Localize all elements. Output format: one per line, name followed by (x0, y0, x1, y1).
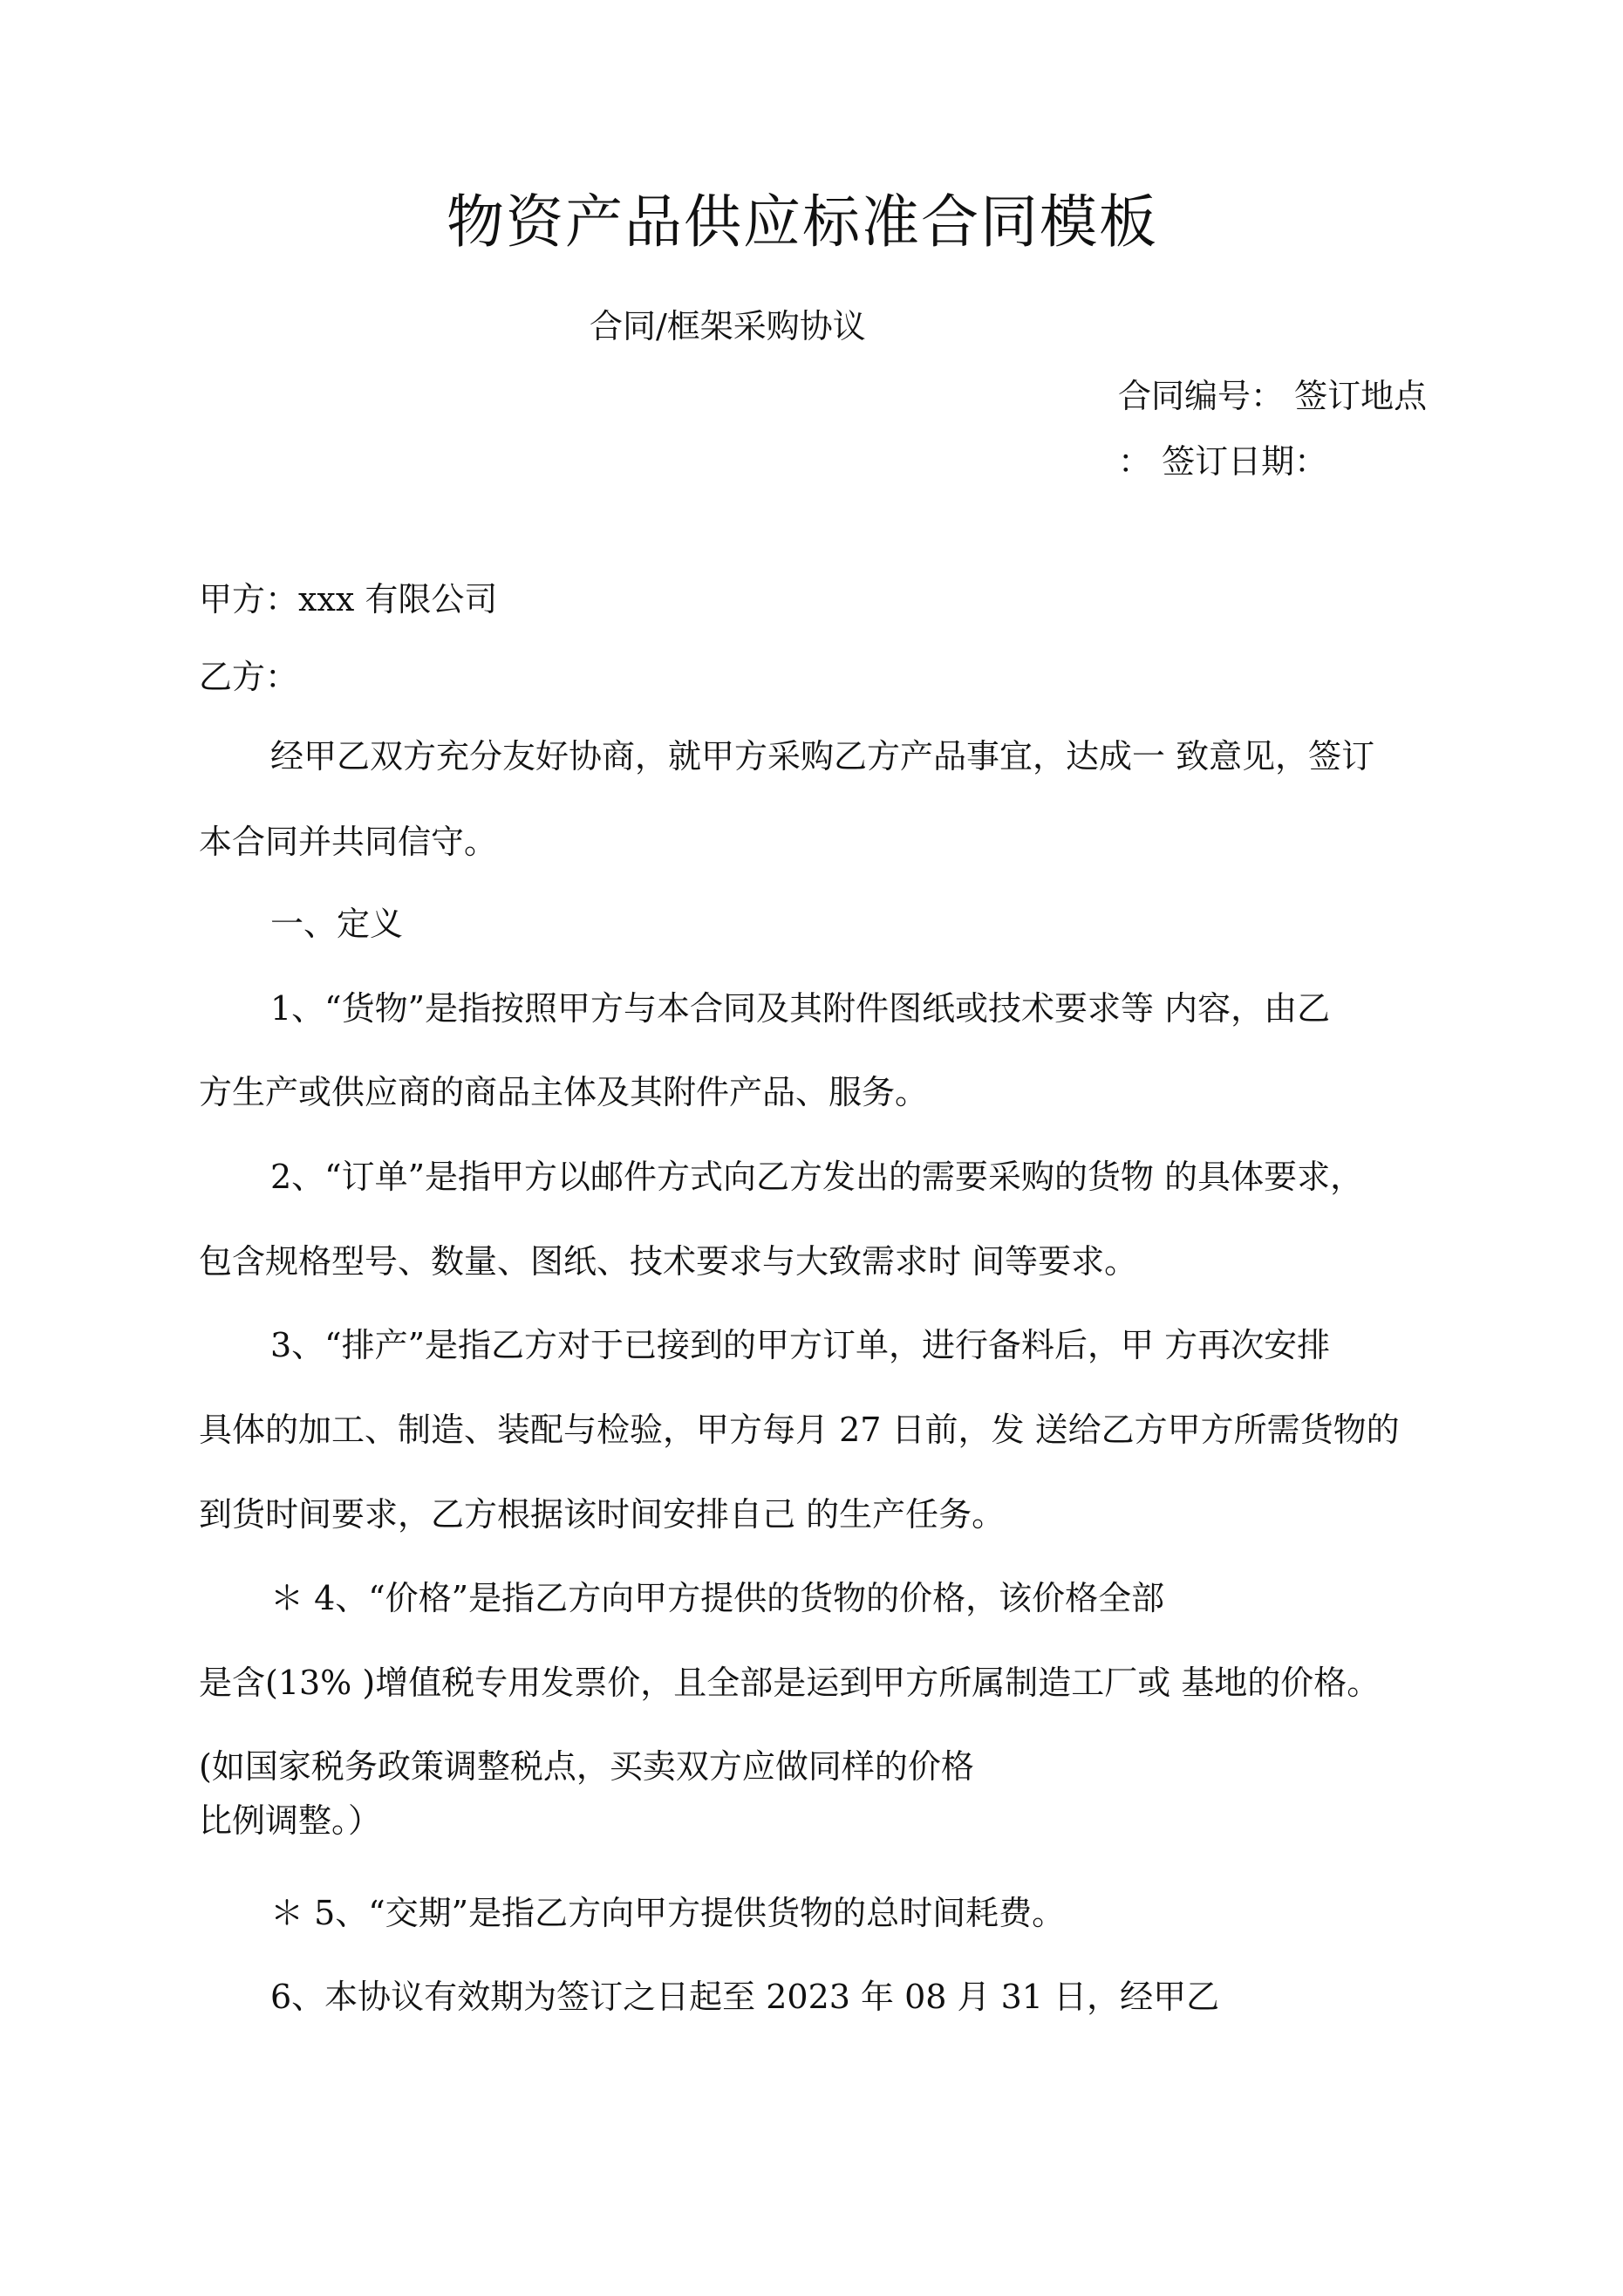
item3-line-2: 具体的加工、制造、装配与检验，甲方每月 27 日前，发 送给乙方甲方所需货物的 (199, 1411, 1400, 1449)
sign-date-label: ： 签订日期： (1118, 442, 1328, 481)
section-heading-definitions: 一、定义 (270, 905, 404, 943)
party-a: 甲方：xxx 有限公司 (199, 580, 498, 618)
item1-line-1: 1、“货物”是指按照甲方与本合同及其附件图纸或技术要求等 内容，由乙 (270, 989, 1331, 1028)
document-subtitle: 合同/框架采购协议 (590, 307, 866, 345)
item5-line: ＊ 5、“交期”是指乙方向甲方提供货物的总时间耗费。 (270, 1894, 1066, 1932)
party-b: 乙方： (199, 658, 299, 696)
intro-line-2: 本合同并共同信守。 (199, 823, 498, 861)
item4-line-3: (如国家税务政策调整税点，买卖双方应做同样的价格 (199, 1747, 974, 1786)
contract-number-and-place-label: 合同编号： 签订地点 (1118, 377, 1428, 415)
item1-line-2: 方生产或供应商的商品主体及其附件产品、服务。 (199, 1073, 929, 1111)
item3-line-3: 到货时间要求，乙方根据该时间安排自己 的生产任务。 (199, 1495, 1006, 1534)
item4-line-2: 是含(13% )增值税专用发票价，且全部是运到甲方所属制造工厂或 基地的价格。 (199, 1664, 1381, 1702)
item6-line: 6、本协议有效期为签订之日起至 2023 年 08 月 31 日，经甲乙 (270, 1978, 1220, 2016)
item2-line-1: 2、“订单”是指甲方以邮件方式向乙方发出的需要采购的货物 的具体要求， (270, 1158, 1364, 1196)
item4-line-4: 比例调整。） (199, 1801, 382, 1840)
intro-line-1: 经甲乙双方充分友好协商，就甲方采购乙方产品事宜，达成一 致意见，签订 (270, 737, 1375, 776)
document-title: 物资产品供应标准合同模板 (447, 188, 1158, 256)
item3-line-1: 3、“排产”是指乙方对于已接到的甲方订单，进行备料后，甲 方再次安排 (270, 1326, 1331, 1364)
item4-line-1: ＊ 4、“价格”是指乙方向甲方提供的货物的价格，该价格全部 (270, 1579, 1165, 1617)
item2-line-2: 包含规格型号、数量、图纸、技术要求与大致需求时 间等要求。 (199, 1242, 1138, 1281)
